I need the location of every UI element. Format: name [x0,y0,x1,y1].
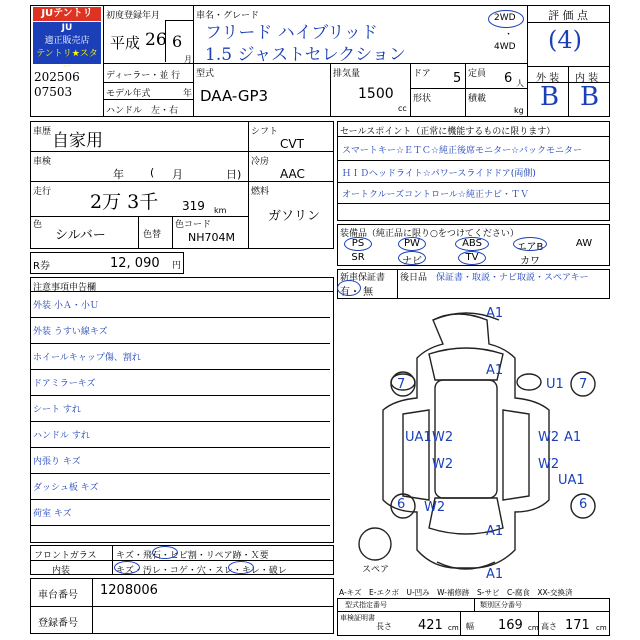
dealer-label: ディーラー・並 行 [106,71,181,81]
sales-points-label: セールスポイント（正常に機能するものに限ります） [340,127,556,137]
mark-wheel-rl: 6 [397,497,406,512]
capacity-label: 定員 [468,69,487,79]
interior-cond-label: 内装 [52,566,71,576]
car-name-label: 車名・グレード [196,11,260,21]
model-spec-label: 型式指定番号 [345,601,387,609]
circle-interior-2 [228,561,254,574]
logo-block [31,6,103,72]
mark-door-fl: UA1 [405,430,432,445]
left-panel [403,410,429,500]
spare-tire [359,528,391,560]
equip-airbag: エアB [516,242,544,253]
note-row-4: ドアミラーキズ [30,370,330,396]
inspection-month: 月 [172,168,183,181]
length-value: 421 [418,618,443,633]
reg-month: 6 [172,32,183,51]
color-label: 色 [33,220,43,230]
length-unit: cm [448,624,459,632]
mark-door-rl: W2 [432,457,454,472]
height-value: 171 [565,618,590,633]
right-panel [503,410,529,500]
note-row-7: 内張り キズ [30,448,330,474]
door-label: ドア [413,69,431,79]
length-label: 長さ [376,622,392,631]
displacement-label: 排気量 [333,69,361,79]
note-row-1: 外装 小Ａ・小Ｕ [30,292,330,318]
mileage-label: 走行 [33,187,52,197]
mark-quarter-r: UA1 [558,473,585,488]
shift-value: CVT [280,137,304,151]
circle-abs [455,237,489,251]
mark-door-fl-2: W2 [432,430,454,445]
mark-fender-r: U1 [546,377,564,392]
chassis-value: 1208006 [100,583,158,598]
circle-ps [344,237,372,251]
type-label: 型式 [196,69,215,79]
lot-id [34,70,80,100]
equipment-label: 装備品（純正品に限り○をつけてください） [340,229,519,239]
mark-wheel-fr: 7 [579,377,588,392]
damage-legend: A-キズ E-エクボ U-凹み W-補修跡 S-サビ C-腐食 XX-交換済 [339,588,573,597]
km-unit: km [214,206,227,215]
use-value: 自家用 [52,131,103,151]
equip-leather: カワ [520,256,540,267]
circle-warranty [337,280,361,296]
rating-score: (4) [548,26,582,54]
reg-era: 平成 [110,34,141,52]
recycle-unit: 円 [172,261,182,271]
class-label: 類別区分番号 [480,601,522,609]
mark-door-fr-2: A1 [564,430,582,445]
mark-quarter-l: W2 [424,500,446,515]
logo-store: 適正販売店 [44,36,90,46]
circle-front-glass [152,546,178,559]
circle-tv [458,251,486,265]
note-row-9: 荷室 キズ [30,500,330,526]
reg-month-unit: 月 [184,55,192,64]
inspection-year: 年 [113,168,124,181]
recycle-box [30,252,184,274]
front-glass-value: キズ・飛石・ヒビ割・リペア跡・Ｘ要 [116,551,269,561]
load-label: 積載 [468,94,487,104]
mark-door-fr: W2 [538,430,560,445]
doors: 5 [453,71,462,86]
reg-year: 26 [145,30,167,50]
interior-cond-value: キズ・汚レ・コゲ・穴・スレ・キレ・破レ [116,566,287,576]
mark-wheel-rr: 6 [579,497,588,512]
car-grade: 1.5 ジャストセレクション [205,45,406,65]
circle-interior-1 [114,561,140,574]
mark-front-bumper: A1 [486,306,504,321]
equip-aw: AW [575,238,593,249]
equip-tv: TV [465,252,479,263]
shape-label: 形状 [413,94,432,104]
drive-2wd: 2WD [494,13,516,23]
notes-later-value: 保証書・取説・ナビ取説・スペアキー [436,273,589,283]
mileage-value: 2万 3千 [90,191,159,213]
exterior-grade: B [540,82,560,112]
logo-body [33,22,101,72]
note-row-8: ダッシュ板 キズ [30,474,330,500]
shift-label: シフト [251,127,279,137]
lot-id-1: 202506 [34,70,80,84]
ac-label: 冷房 [251,157,270,167]
equip-ps: PS [351,238,365,249]
recycle-label: R券 [33,261,50,272]
mark-back-door: A1 [486,524,504,539]
drive-dot: ・ [504,30,514,40]
inspection-open: ( [150,166,155,179]
mark-door-rr: W2 [538,457,560,472]
car-type: DAA-GP3 [200,87,269,105]
lot-id-2: 07503 [34,85,73,99]
mileage-small: 319 [182,199,205,213]
ac-value: AAC [280,167,305,181]
cc-unit: cc [398,104,407,113]
note-row-3: ホイールキャップ傷、割れ [30,344,330,370]
color-code: NH704M [188,231,235,244]
reg-label: 初度登録年月 [106,11,161,21]
sales-point-1: スマートキー☆ＥＴＣ☆純正後席モニター☆バックモニター [342,146,583,156]
interior-grade: B [580,82,600,112]
equip-abs: ABS [462,238,482,249]
fuel-value: ガソリン [268,209,321,224]
logo-ju: JU [61,23,73,33]
equip-sr: SR [351,252,365,263]
notes-later-label: 後日品 [400,273,428,283]
circle-airbag [513,237,547,251]
height-label: 高さ [541,622,557,631]
capacity-unit: 人 [516,79,524,88]
inspection-day: 日) [226,168,242,181]
mark-hood: A1 [486,363,504,378]
note-row-2: 外装 うすい線キズ [30,318,330,344]
sales-point-2: ＨＩＤヘッドライト☆パワースライドドア(両側) [342,169,536,179]
interior-label: 内 装 [575,73,599,84]
color-value: シルバー [55,228,106,243]
width-unit: cm [528,624,539,632]
reg-number-label: 登録番号 [38,618,78,629]
exterior-label: 外 装 [536,73,560,84]
chassis-label: 車台番号 [38,590,78,601]
width-label: 幅 [466,622,474,631]
note-row-5: シート すれ [30,396,330,422]
warranty-label: 新車保証書 [340,273,386,283]
mark-rear-bumper: A1 [486,567,504,582]
fuel-label: 燃料 [251,187,270,197]
color-change-label: 色替 [143,230,162,240]
kg-unit: kg [514,106,524,115]
mark-wheel-fl: 7 [397,377,406,392]
height-unit: cm [596,624,607,632]
width-value: 169 [498,618,523,633]
displacement: 1500 [358,86,394,102]
right-mirror [517,374,541,390]
recycle-value: 12, 090 [110,256,160,271]
equip-pw: PW [404,238,420,249]
equip-navi: ナビ [402,256,422,267]
use-label: 車歴 [33,127,52,137]
cert-label: 車検証明書 [340,614,375,622]
logo-star: テントリ★スター [36,49,98,72]
front-glass-label: フロントガラス [34,551,97,561]
handle-label: ハンドル 左・右 [106,106,179,116]
inspection-label: 車検 [33,157,52,167]
circle-pw [398,237,426,251]
warranty-value: 有・ 無 [340,287,374,298]
sales-point-3: オートクルーズコントロール☆純正ナビ・ＴＶ [342,190,529,200]
circle-navi [398,251,426,265]
rating-label: 評 価 点 [548,9,588,22]
spare-label: スペア [362,565,390,575]
capacity: 6 [504,71,513,86]
drive-4wd: 4WD [494,42,516,52]
logo-top: JUテントリ [33,7,101,21]
car-name: フリード ハイブリッド [205,23,378,43]
model-year-label: モデル年式 [106,89,151,99]
notes-label: 注意事項申告欄 [33,283,97,293]
note-row-6: ハンドル すれ [30,422,330,448]
model-year-unit: 年 [183,89,193,99]
color-code-label: 色コード [175,220,212,230]
